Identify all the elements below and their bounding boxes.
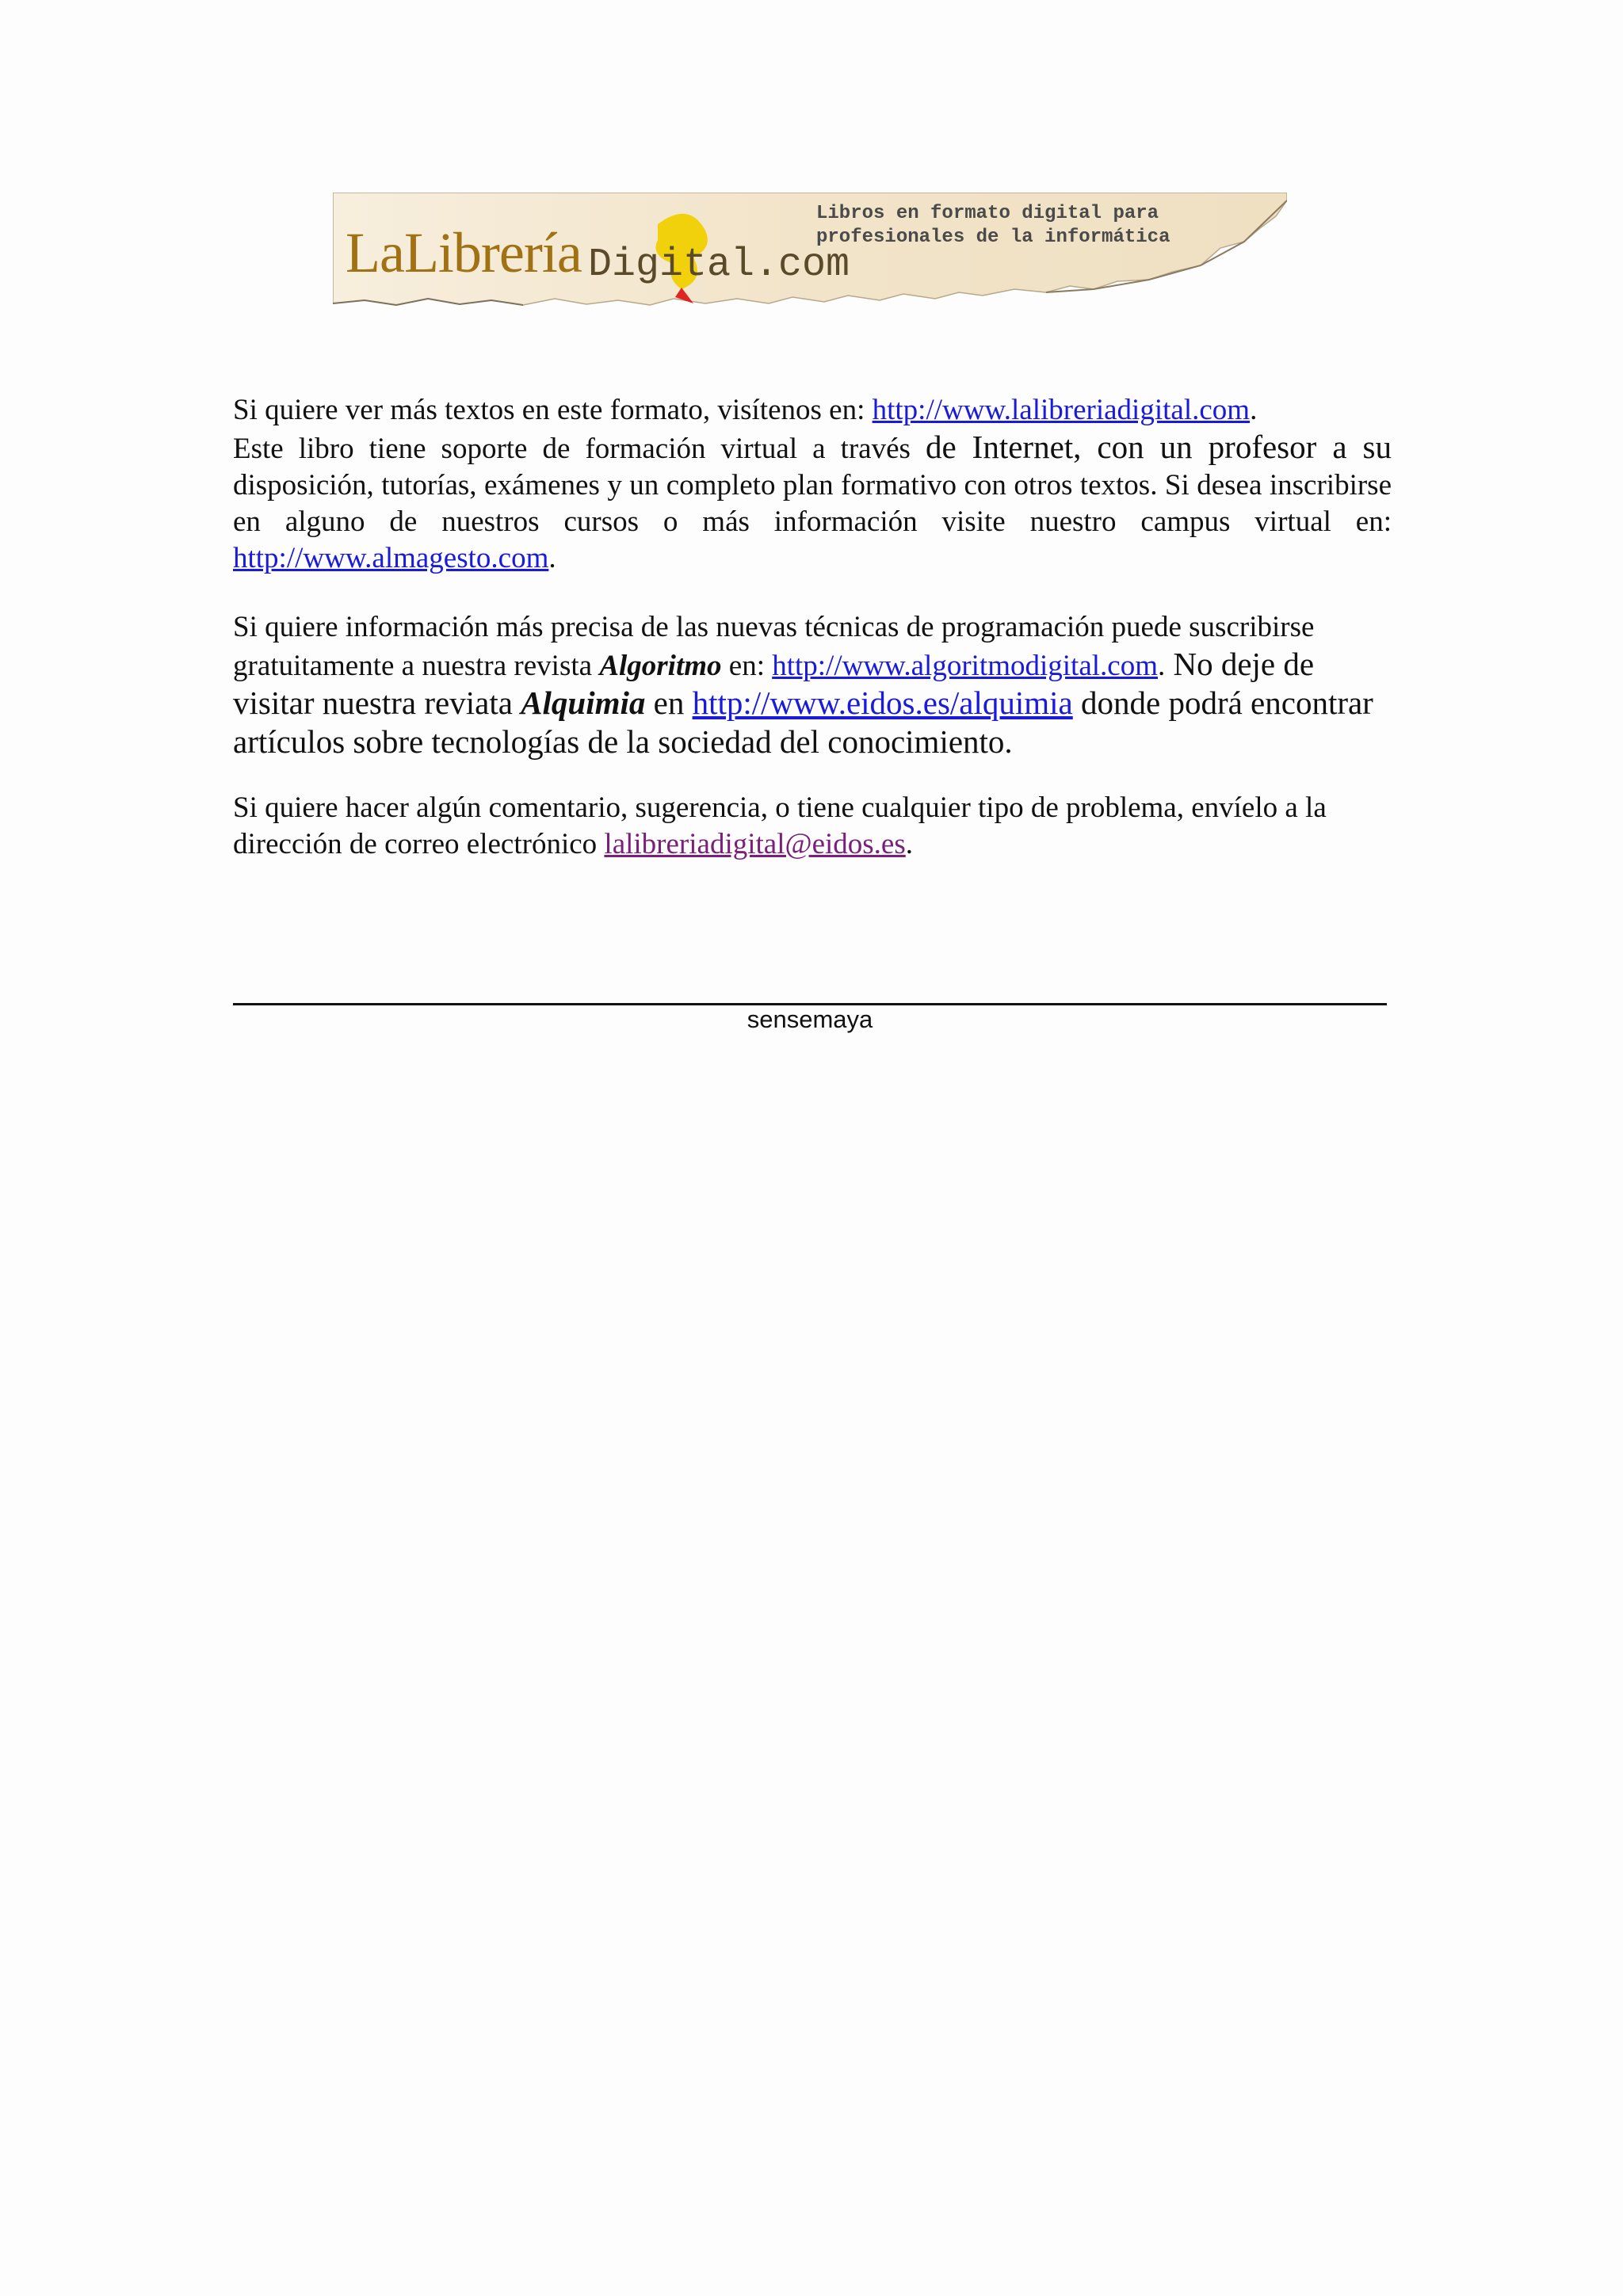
paragraph-1 <box>233 392 1392 577</box>
banner <box>333 193 1287 306</box>
svg-text:LaLibrería <box>346 221 582 284</box>
alquimia-link[interactable]: http://www.eidos.es/alquimia <box>692 685 1073 721</box>
alquimia-title: Alquimia <box>521 685 646 721</box>
banner-tagline-line2: profesionales de la informática <box>816 227 1170 248</box>
banner-graphic <box>333 193 1287 306</box>
paragraph-1-line1-text: Si quiere ver más textos en este formato, visítenos en: <box>233 394 873 426</box>
logo-text-la: La <box>346 221 404 284</box>
paragraph-3-text-a: Si quiere hacer algún comentario, sugerencia, o tiene cualquier tipo de problema, envíelo a la dirección de correo electrónico <box>233 791 1327 860</box>
paragraph-1-text-b: de Internet, con un profesor a su <box>925 429 1392 465</box>
banner-tagline-line1: Libros en formato digital para <box>816 203 1159 224</box>
algoritmo-title: Algoritmo <box>599 650 722 682</box>
logo-text-com: .com <box>754 242 850 288</box>
almagesto-link[interactable]: http://www.almagesto.com <box>233 542 549 574</box>
paragraph-2-text-c: . <box>1157 650 1166 682</box>
paragraph-2 <box>233 609 1392 762</box>
paragraph-2-text-b: en: <box>721 650 773 682</box>
svg-text:Digital.com <box>588 242 850 288</box>
lalibreriadigital-link[interactable]: http://www.lalibreriadigital.com <box>872 394 1251 426</box>
email-link[interactable]: lalibreriadigital@eidos.es <box>604 828 906 860</box>
paragraph-3 <box>233 790 1392 863</box>
algoritmodigital-link[interactable]: http://www.algoritmodigital.com <box>772 650 1158 682</box>
logo-text-digital: Digital <box>588 242 755 288</box>
paragraph-2-text-d: No deje de visitar nuestra reviata <box>233 646 1315 721</box>
paragraph-1-line1-end: . <box>1250 394 1258 426</box>
paragraph-1-end: . <box>548 542 556 574</box>
paragraph-1-text-a: Este libro tiene soporte de formación virtual a través <box>233 433 926 465</box>
paragraph-1-text-c: disposición, tutorías, exámenes y un completo plan formativo con otros textos. Si desea inscribirse en alguno de nuestros cursos o más información visite nuestro campus virtual en: <box>233 469 1392 538</box>
logo-text-libreria: Librería <box>403 221 582 284</box>
paragraph-2-text-a: Si quiere información más precisa de las nuevas técnicas de programación puede suscribirse gratuitamente a nuestra revista <box>233 611 1315 682</box>
footer-text: sensemaya <box>747 1005 873 1033</box>
paragraph-3-end: . <box>905 828 913 860</box>
paragraph-2-text-f: donde podrá encontrar artículos sobre tecnologías de la sociedad del conocimiento. <box>233 685 1373 760</box>
paragraph-2-text-e: en <box>645 685 693 721</box>
